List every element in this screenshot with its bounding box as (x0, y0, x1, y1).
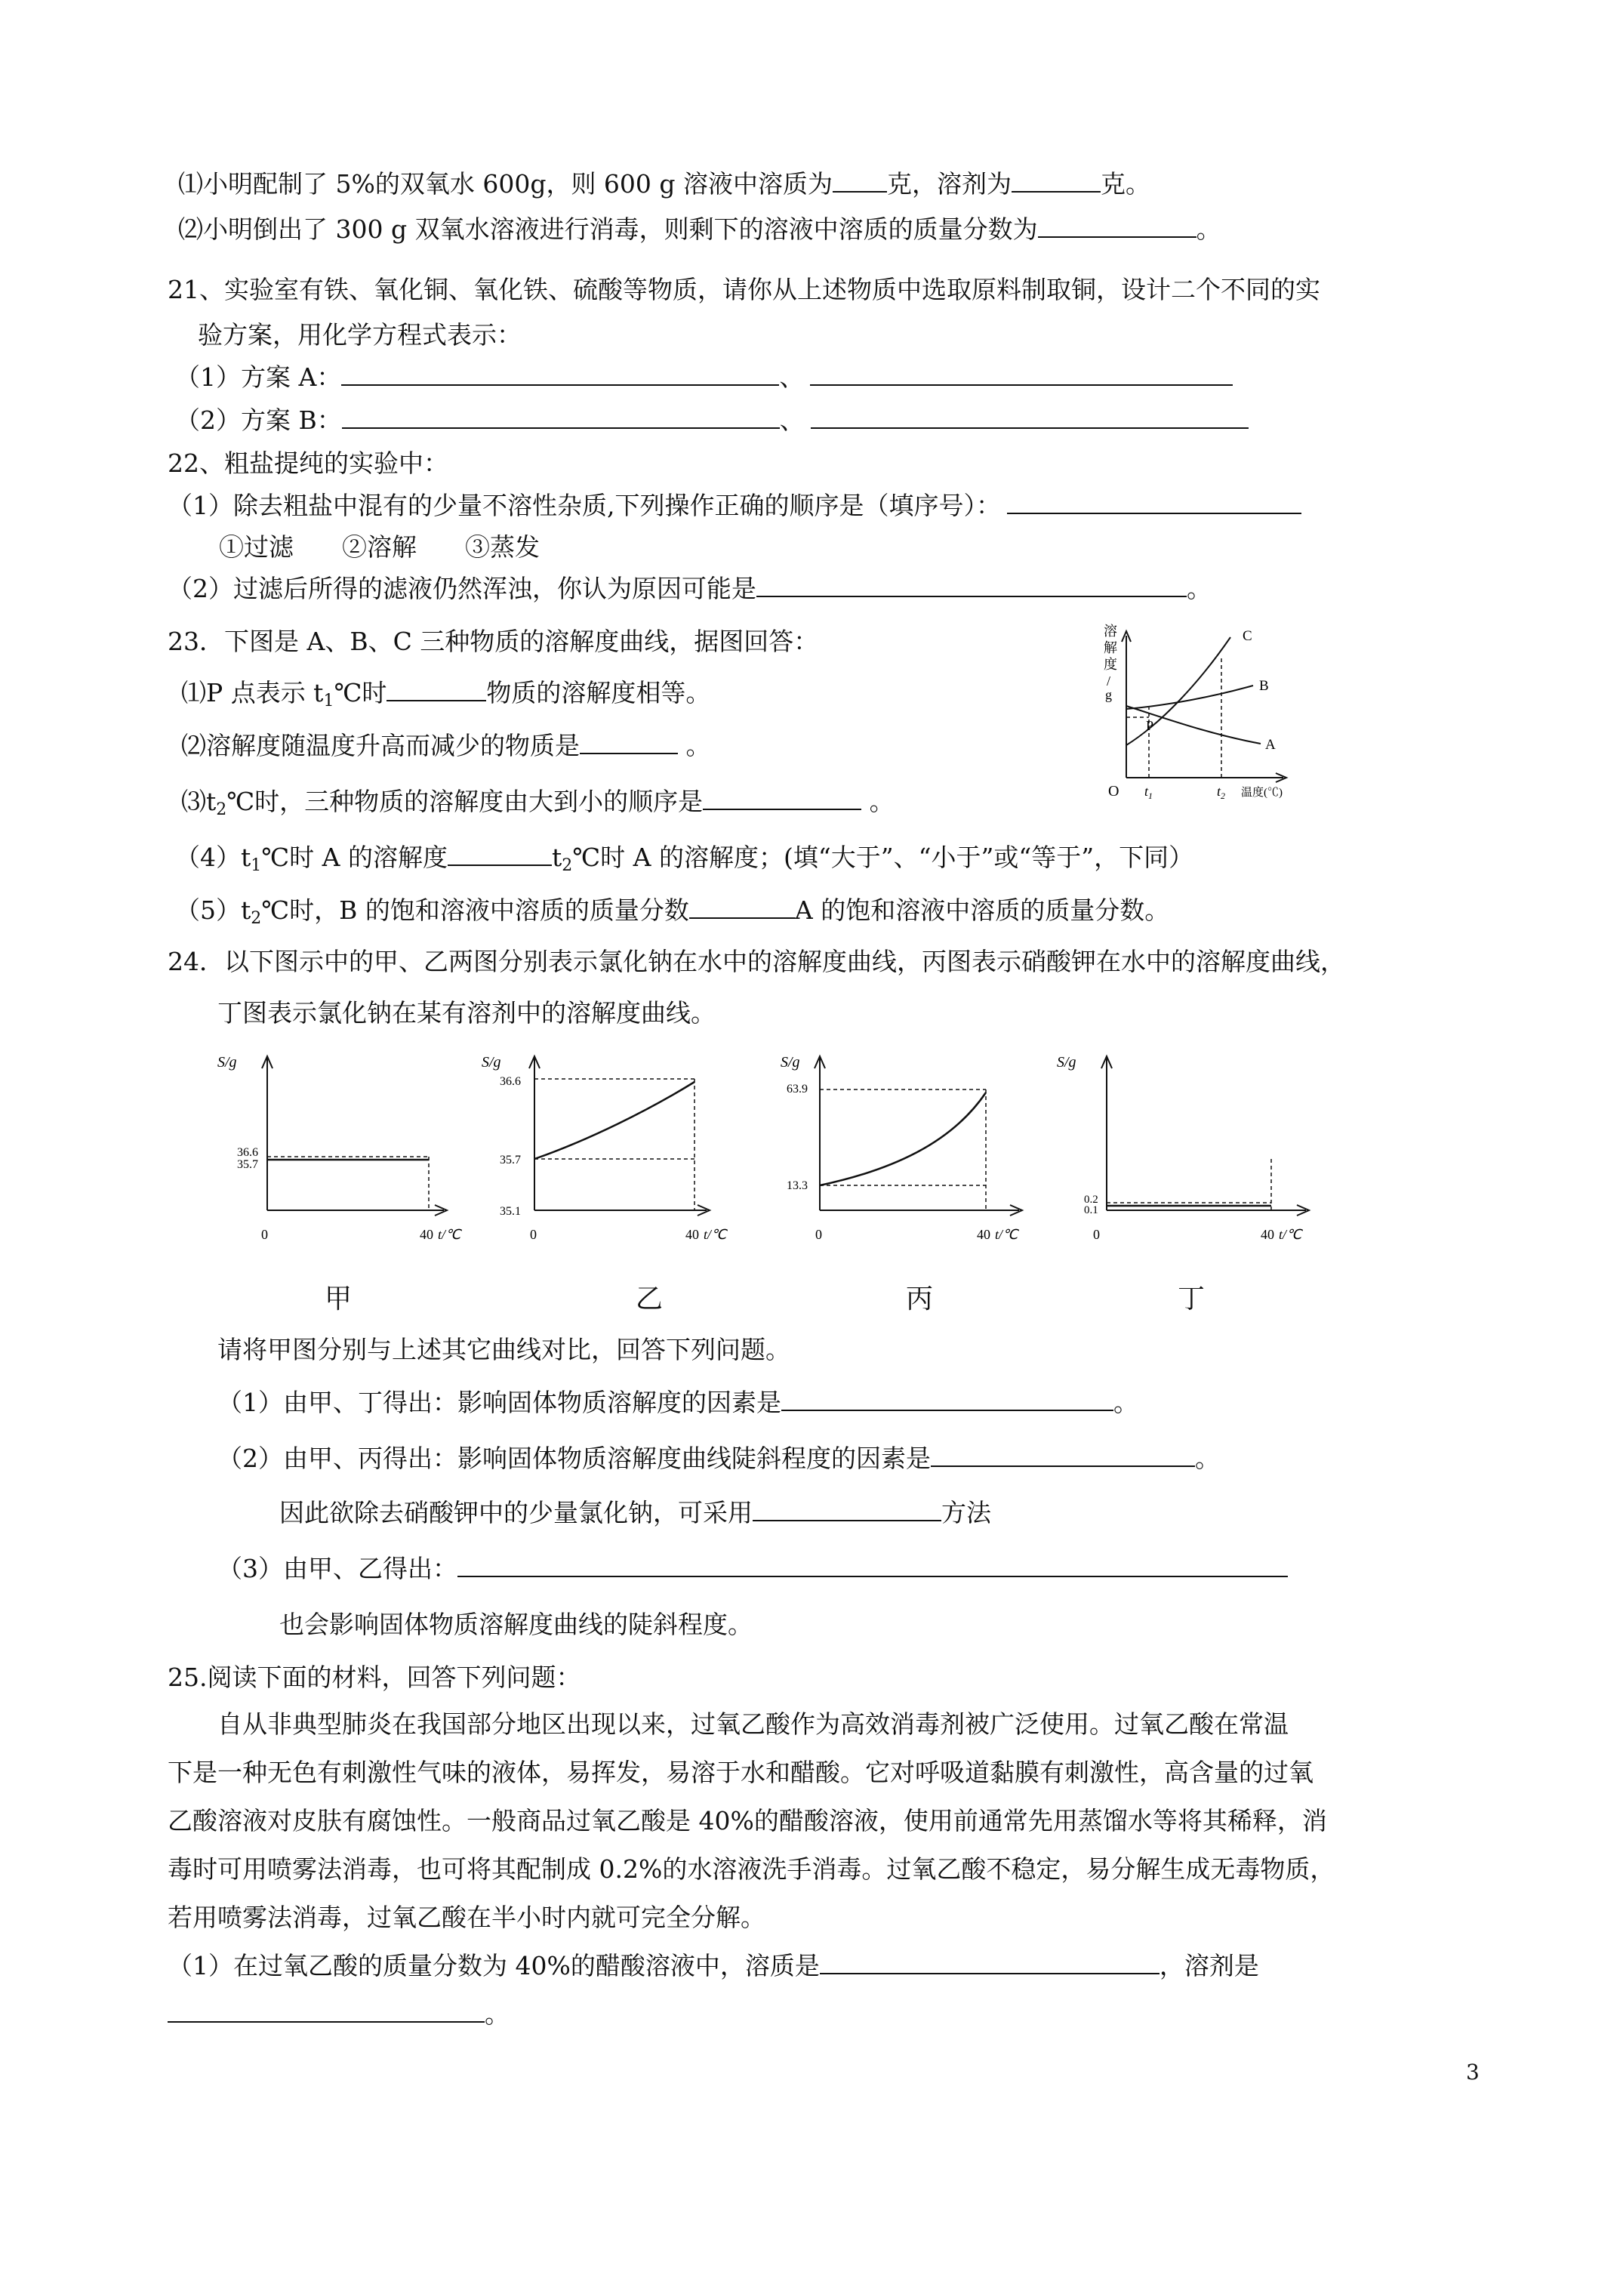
chart-bing-curve (820, 1093, 986, 1185)
curve-a-label: A (1265, 737, 1276, 753)
q24-part3: （3）由甲、乙得出： (217, 1552, 1288, 1586)
svg-text:g: g (1105, 687, 1112, 702)
chart-ding-ytick-2: 0.1 (1084, 1204, 1098, 1216)
q22-part2: （2）过滤后所得的滤液仍然浑浊，你认为原因可能是 。 (168, 574, 1212, 603)
chart-yi-x-end: 40 t/℃ (685, 1227, 727, 1242)
chart-jia-ytick-1: 36.6 (237, 1146, 258, 1159)
curve-c-label: C (1243, 628, 1252, 644)
q25-title: 25.阅读下面的材料，回答下列问题： (168, 1663, 581, 1692)
chart-yi (476, 1046, 727, 1250)
chart-bing-label: 丙 (906, 1284, 934, 1314)
chart-jia (217, 1046, 459, 1250)
chart-jia-origin: 0 (261, 1227, 268, 1242)
q23-part4: $(4)t_1℃$时 A 的溶解度 $t_2℃$时 A 的溶解度；(填“大于”、“小于”或“等于”，下同） (175, 843, 1194, 875)
solubility-curve-figure (1102, 621, 1313, 809)
q21-line2: 验方案，用化学方程式表示： (198, 320, 522, 350)
chart-jia-ytick-2: 35.7 (237, 1158, 258, 1171)
chart-ding-x-end: 40 t/℃ (1261, 1227, 1302, 1242)
chart-ding-origin: 0 (1093, 1227, 1100, 1242)
q21-plan-a: （1）方案 A： 、 (175, 361, 1233, 394)
figure-origin-label: O (1108, 783, 1119, 800)
chart-bing-ytick-2: 13.3 (787, 1179, 808, 1192)
q21-plan-b: （2）方案 B： 、 (175, 404, 1249, 437)
curve-b-label: B (1259, 678, 1269, 694)
q24-intro: 请将甲图分别与上述其它曲线对比，回答下列问题。 (217, 1335, 790, 1364)
t2-label: $t_2$ (1217, 784, 1226, 801)
chart-bing-origin: 0 (815, 1227, 822, 1242)
q21-line1: 21、实验室有铁、氧化铜、氧化铁、硫酸等物质，请你从上述物质中选取原料制取铜，设计二个不同的实 (168, 275, 1320, 304)
q25-part1: （1）在过氧乙酸的质量分数为 40%的醋酸溶液中，溶质是 ，溶剂是 (168, 1951, 1259, 1980)
q25-para-line2: 下是一种无色有刺激性气味的液体，易挥发，易溶于水和醋酸。它对呼吸道黏膜有刺激性，高含量的过氧 (168, 1758, 1313, 1787)
q22-part1: （1）除去粗盐中混有的少量不溶性杂质,下列操作正确的顺序是（填序号）： (168, 489, 1301, 522)
chart-yi-curve (534, 1082, 694, 1159)
chart-yi-ytick-2: 35.7 (500, 1154, 521, 1166)
q23-part1: ⑴P 点表示 $t_1℃$时 物质的溶解度相等。 (181, 678, 711, 710)
q25-para-line1: 自从非典型肺炎在我国部分地区出现以来，过氧乙酸作为高效消毒剂被广泛使用。过氧乙酸在常温 (217, 1709, 1289, 1739)
q22-title: 22、粗盐提纯的实验中： (168, 448, 448, 478)
chart-bing-y-label: S/g (781, 1054, 800, 1071)
chart-ding-ytick-1: 0.2 (1084, 1194, 1098, 1206)
page-number: 3 (1466, 2060, 1480, 2085)
svg-text:解: 解 (1104, 640, 1117, 655)
q24-part2: （2）由甲、丙得出：影响固体物质溶解度曲线陡斜程度的因素是 。 (217, 1444, 1220, 1473)
q25-para-line3: 乙酸溶液对皮肤有腐蚀性。一般商品过氧乙酸是 40%的醋酸溶液，使用前通常先用蒸馏水等将其稀释，消 (168, 1806, 1327, 1835)
chart-ding-y-label: S/g (1057, 1054, 1076, 1071)
chart-bing (762, 1046, 1049, 1250)
q24-line2: 丁图表示氯化钠在某有溶剂中的溶解度曲线。 (217, 998, 716, 1028)
q25-part1-end: 。 (168, 1998, 510, 2031)
svg-text:/: / (1107, 673, 1111, 689)
q24-part3b: 也会影响固体物质溶解度曲线的陡斜程度。 (279, 1610, 753, 1639)
t1-label: $t_1$ (1144, 784, 1153, 801)
chart-bing-ytick-1: 63.9 (787, 1083, 808, 1096)
chart-yi-y-label: S/g (482, 1054, 501, 1071)
chart-yi-label: 乙 (636, 1284, 664, 1314)
q20-line1: ⑴小明配制了 5%的双氧水 600g，则 600 g 溶液中溶质为 克，溶剂为 克。 (178, 169, 1151, 199)
q24-part1: （1）由甲、丁得出：影响固体物质溶解度的因素是 。 (217, 1388, 1138, 1417)
q23-part2: ⑵溶解度随温度升高而减少的物质是 。 (181, 731, 711, 760)
curve-c (1126, 637, 1230, 745)
q24-line1: 24．以下图示中的甲、乙两图分别表示氯化钠在水中的溶解度曲线，丙图表示硝酸钾在水中的溶解度曲线， (168, 947, 1345, 976)
q24-part2b: 因此欲除去硝酸钾中的少量氯化钠，可采用 方法 (279, 1498, 991, 1527)
chart-jia-x-end: 40 t/℃ (420, 1227, 461, 1242)
q22-options: ①过滤 ②溶解 ③蒸发 (219, 532, 540, 562)
figure-x-label: 温度(℃) (1241, 787, 1283, 799)
chart-yi-ytick-1: 36.6 (500, 1075, 521, 1088)
svg-text:度: 度 (1104, 657, 1117, 672)
chart-yi-ytick-3: 35.1 (500, 1205, 521, 1218)
chart-ding (1057, 1046, 1344, 1250)
chart-jia-y-label: S/g (217, 1054, 237, 1071)
q25-para-line4: 毒时可用喷雾法消毒，也可将其配制成 0.2%的水溶液洗手消毒。过氧乙酸不稳定，易分解生成无毒物质， (168, 1854, 1335, 1884)
q25-para-line5: 若用喷雾法消毒，过氧乙酸在半小时内就可完全分解。 (168, 1903, 765, 1932)
q23-part3: $⑶t_2℃$时，三种物质的溶解度由大到小的顺序是 。 (181, 787, 895, 819)
figure-y-label (1104, 624, 1117, 702)
chart-bing-x-end: 40 t/℃ (977, 1227, 1018, 1242)
q23-part5: $(5)t_2℃$时，B 的饱和溶液中溶质的质量分数 A 的饱和溶液中溶质的质量分数。 (175, 895, 1170, 928)
chart-yi-origin: 0 (530, 1227, 537, 1242)
svg-text:溶: 溶 (1104, 624, 1117, 639)
q20-line2: ⑵小明倒出了 300 g 双氧水溶液进行消毒，则剩下的溶液中溶质的质量分数为 。 (178, 214, 1221, 244)
chart-jia-label: 甲 (325, 1284, 353, 1314)
q23-title: 23．下图是 A、B、C 三种物质的溶解度曲线，据图回答： (168, 627, 819, 656)
point-p-label: P (1146, 718, 1154, 733)
chart-ding-label: 丁 (1178, 1284, 1206, 1314)
